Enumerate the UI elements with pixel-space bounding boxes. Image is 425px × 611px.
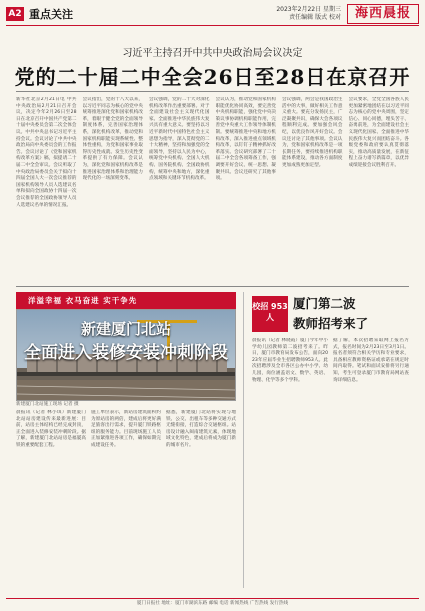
page-footer: 厦门日报社 地址：厦门市湖滨东路 邮编 电话 新闻热线 广告热线 发行热线 bbox=[6, 598, 419, 608]
right-story-title-2: 教师招考来了 bbox=[293, 316, 369, 331]
article-column: 晨报讯（记者 林晓霞）厦门今年中小学幼儿园教师第二波招考来了。昨日，厦门市教育局发布公告，面向2023年应届毕业生招聘教师953人。此次招聘涉及全市各区公办中小学、幼儿园，岗位涵盖语文、数学、英语、物理、化学等多个学科。 bbox=[252, 338, 328, 383]
page-number: A2 bbox=[6, 7, 24, 21]
page-header bbox=[6, 4, 419, 26]
article-column: 据悉，新建厦门北站将实现与地铁、公交、出租车等多种交通方式无缝衔接，打造综合交通枢纽。站房设计融入闽南建筑元素，体现地域文化特色，建成后将成为厦门新的城市名片。 bbox=[166, 410, 236, 448]
article-column: 会议指出，党的十八大以来，以习近平同志为核心的党中央统筹推进深化党和国家机构改革，着眼于健全党的全面领导制度体系，完善国家治理体系，深化机构改革，推动党和国家机构职能实现系统性、整体性重构，为党和国家事业取得历史性成就、发生历史性变革提供了有力保障。会议认为，深化党和国家机构改革是推进国家治理体系和治理能力现代化的一场深刻变革。 bbox=[82, 97, 143, 182]
top-story-kicker: 习近平主持召开中共中央政治局会议决定 bbox=[122, 48, 303, 59]
article-column: 会议强调，两会是我国政治生活中的大事，做好相关工作意义重大。要充分发扬民主，广泛凝聚共识，确保大会各项议程顺利完成。要加强会风会纪，以优良作风开好会议。会议还讨论了其他事项。会议认为，党和国家机构改革是一项长期任务，要持续推进机构职能体系建设，推动各方面制度更加成熟更加定型。 bbox=[282, 97, 343, 168]
section-divider bbox=[16, 286, 409, 287]
photo-caption: 新建厦门北站施工现场 记者 摄 bbox=[16, 402, 79, 407]
mid-story-body bbox=[16, 410, 236, 590]
issue-date bbox=[276, 6, 341, 22]
article-column: 新华社北京2月21日电 中共中央政治局2月21日召开会议，决定今年2月26日至28日在北京召开中国共产党第二十届中央委员会第二次全体会议。中共中央总书记习近平主持会议。会议讨论了中共中央政治局向中央委员会的工作报告。会议讨论了《党和国家机构改革方案》稿，拟提请二十届二中全会审议。会议听取了中央政治局委员会关于拟向十四届全国人大一次会议推荐的国家机构领导人员人选建议名单和拟向全国政协十四届一次会议推荐的全国政协领导人员人选建议名单的情况汇报。 bbox=[16, 97, 77, 208]
section-title: 重点关注 bbox=[29, 8, 73, 21]
right-story-title-1: 厦门第二波 bbox=[293, 296, 356, 311]
slogan-banner: 洋溢幸福 衣马奋进 实干争先 bbox=[16, 292, 236, 309]
article-column: 会议要求，全党全国各族人民更加紧密地团结在以习近平同志为核心的党中央周围，坚定信心、同心同德，埋头苦干、奋勇前进，为全面建设社会主义现代化国家、全面推进中华民族伟大复兴而团结奋斗。各级党委和政府要认真贯彻落实，推动高质量发展，在新征程上奋力谱写新篇章，以优异成绩迎接会议胜利召开。 bbox=[348, 97, 409, 168]
article-column: 会议强调，党的二十大对深化机构改革作出重要部署。对于全面建设社会主义现代化国家、全面推进中华民族伟大复兴具有重大意义。要坚持以习近平新时代中国特色社会主义思想为指导，深入贯彻党的二十大精神，坚持和加强党的全面领导，坚持以人民为中心，统筹党中央机构、全国人大机构、国务院机构、全国政协机构，统筹中央和地方，深化重点领域和关键环节机构改革。 bbox=[149, 97, 210, 182]
headline-rule bbox=[16, 91, 409, 92]
top-story-body bbox=[16, 97, 409, 281]
article-column: 会议认为，推动党和国家机构职能优化协同高效，要完善党中央机构职能，强化党中央决策议事协调机构职能作用，完善党中央重大工作领导体制机制。要统筹推进中央和地方机构改革，深入推进重点领域机构改革，以钉钉子精神抓好改革落实。会议研究部署了二十届二中全会各项筹备工作，强调要开好会议、统一思想、凝聚共识。会议还研究了其他事项。 bbox=[215, 97, 276, 182]
top-story-headline: 党的二十届二中全会26日至28日在京召开 bbox=[14, 65, 411, 89]
article-column: 据了解，本次招聘采取网上报名方式，报名时间为2月23日至3月1日。报名者须符合相关学历和专业要求，具备相应教师资格证或承诺在规定时间内取得。笔试和面试安排将另行通知，考生可登录厦门市教育局网站查询详细信息。 bbox=[333, 338, 409, 383]
mid-story-title-2: 全面进入装修安装冲刺阶段 bbox=[24, 343, 228, 363]
date-text: 2023年2月22日 星期三 bbox=[276, 6, 341, 13]
newspaper-logo: 海西晨报 bbox=[347, 4, 419, 24]
right-story-body bbox=[252, 338, 409, 588]
article-column: 施工单位表示，新站房建筑面积约为原站房的两倍，建成后将更好满足旅客出行需求，提升厦门铁路枢纽的服务能力。目前现场施工人员正加紧推进各项工作，确保如期完成建设任务。 bbox=[91, 410, 161, 448]
article-column: 晨报讯（记者 林小琪）新建厦门北站站房建设传来最新进展：目前，站房主体结构已经完成封顶，正全面进入装修安装冲刺阶段。据了解，新建厦门北站站房是福厦高铁的重要配套工程。 bbox=[16, 410, 86, 448]
recruit-count-badge: 校招 953人 bbox=[252, 296, 288, 332]
column-divider bbox=[243, 292, 244, 588]
editor-text: 责任编辑 版式 校对 bbox=[289, 14, 341, 21]
mid-story-title-1: 新建厦门北站 bbox=[80, 320, 171, 338]
